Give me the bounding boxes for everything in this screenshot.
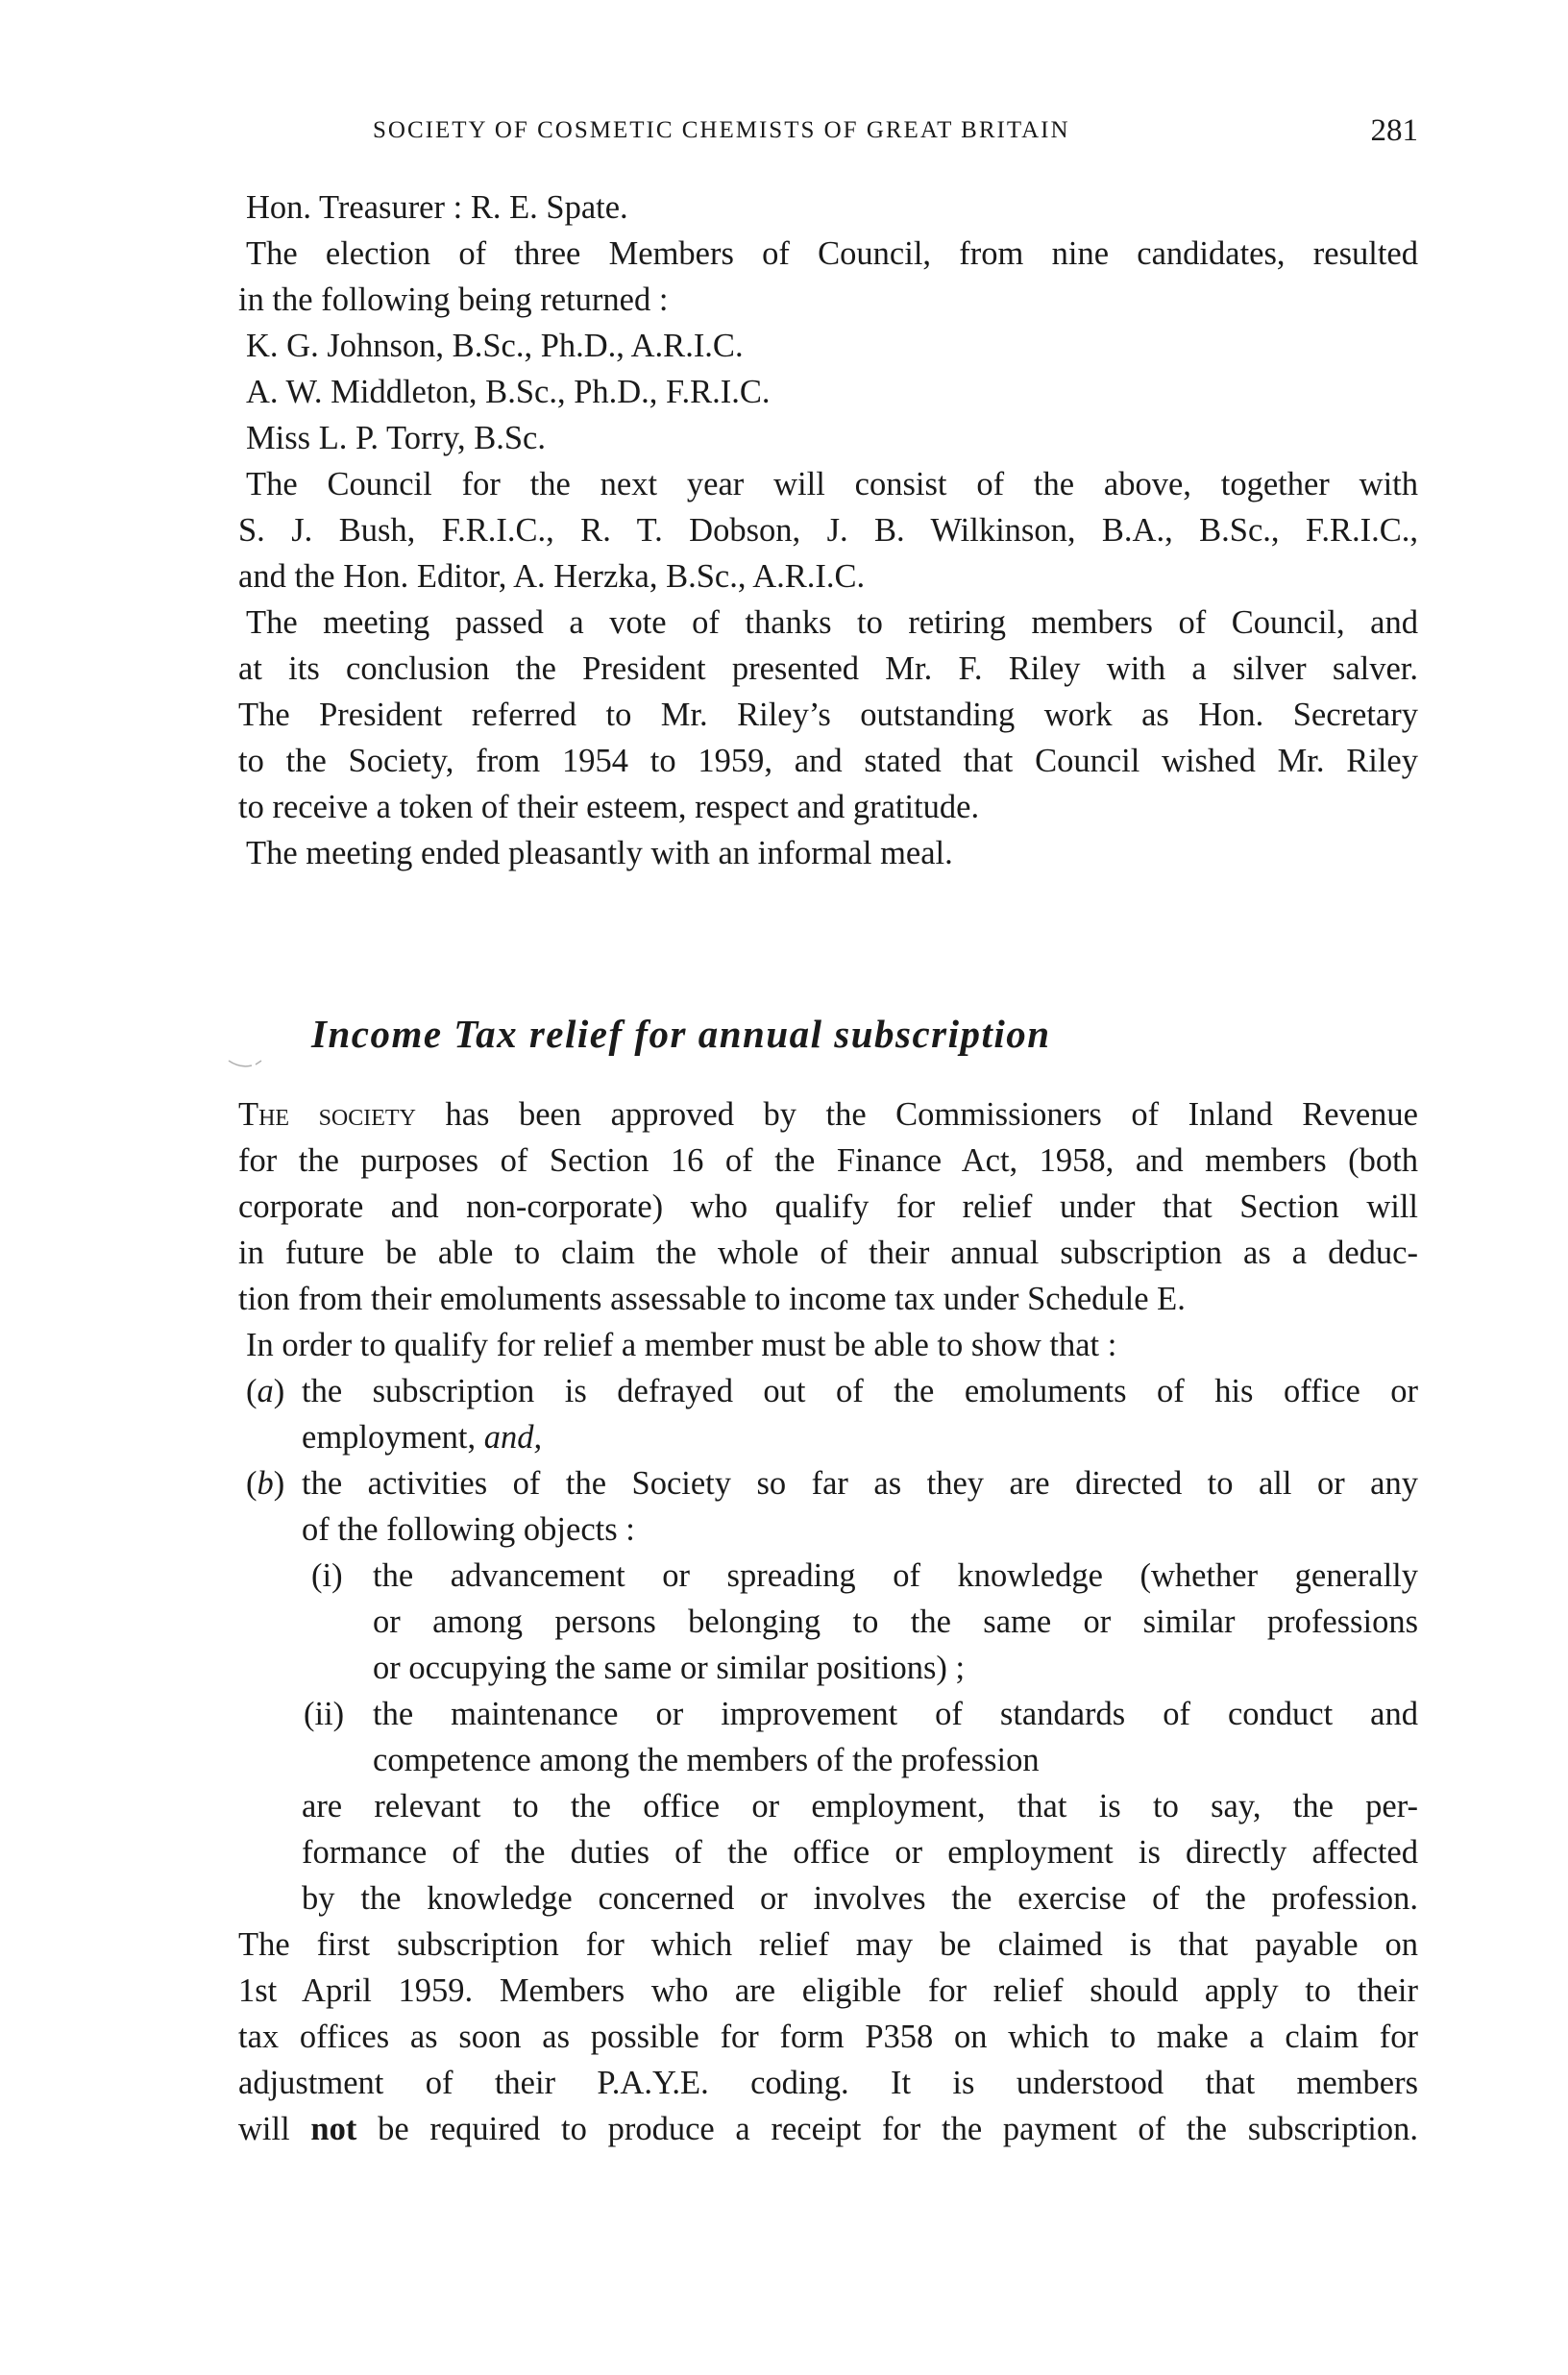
council-line: S. J. Bush, F.R.I.C., R. T. Dobson, J. B. Wilkinson, B.A., B.Sc., F.R.I.C., — [238, 512, 1418, 549]
condition-marker: (b) — [246, 1465, 285, 1502]
object-marker: (i) — [311, 1557, 343, 1594]
income-tax-section — [238, 1091, 1418, 2152]
condition-text: employment, and, — [302, 1419, 543, 1456]
closing-line: 1st April 1959. Members who are eligible for relief should apply to their — [238, 1972, 1418, 2009]
treasurer-line: Hon. Treasurer : R. E. Spate. — [246, 189, 628, 226]
relevance-text: formance of the duties of the office or employment is directly affected — [302, 1834, 1418, 1871]
meeting-line: The President referred to Mr. Riley’s outstanding work as Hon. Secretary — [238, 697, 1418, 733]
intro-line: for the purposes of Section 16 of the Finance Act, 1958, and members (both — [238, 1142, 1418, 1179]
condition-b — [238, 1460, 1418, 1506]
election-line: in the following being returned : — [238, 282, 669, 318]
relevance-text: by the knowledge concerned or involves the exercise of the profession. — [302, 1880, 1418, 1917]
meeting-line: at its conclusion the President presented Mr. F. Riley with a silver salver. — [238, 650, 1418, 687]
object-text: the advancement or spreading of knowledge (whether generally — [373, 1557, 1418, 1594]
condition-marker: (a) — [246, 1373, 285, 1409]
journal-title: SOCIETY OF COSMETIC CHEMISTS OF GREAT BRITAIN — [373, 117, 1070, 143]
relevance-text: are relevant to the office or employment, that is to say, the per- — [302, 1788, 1418, 1824]
intro-line: in future be able to claim the whole of their annual subscription as a deduc- — [238, 1235, 1418, 1271]
meeting-line: The meeting passed a vote of thanks to retiring members of Council, and — [246, 604, 1418, 641]
object-i — [238, 1553, 1418, 1599]
object-text: or among persons belonging to the same or similar professions — [373, 1604, 1418, 1640]
council-line: and the Hon. Editor, A. Herzka, B.Sc., A.R.I.C. — [238, 558, 866, 595]
intro-rest: has been approved by the Commissioners of Inland Revenue — [415, 1096, 1418, 1133]
relevance-line — [238, 1783, 1418, 1829]
intro-lead: The society — [238, 1096, 416, 1133]
election-line: The election of three Members of Council, from nine candidates, resulted — [246, 235, 1418, 272]
decorative-mark — [227, 1057, 265, 1070]
object-text: the maintenance or improvement of standards of conduct and — [373, 1696, 1418, 1732]
elected-member: Miss L. P. Torry, B.Sc. — [246, 420, 546, 456]
section-heading: Income Tax relief for annual subscription — [311, 1012, 1051, 1056]
condition-a — [238, 1368, 1418, 1414]
running-head — [238, 113, 1418, 152]
condition-a-continued — [238, 1414, 1418, 1460]
closing-line: The first subscription for which relief may be claimed is that payable on — [238, 1926, 1418, 1963]
condition-text: the subscription is defrayed out of the emoluments of his office or — [302, 1373, 1418, 1409]
qualify-line: In order to qualify for relief a member must be able to show that : — [246, 1327, 1117, 1363]
elected-member: A. W. Middleton, B.Sc., Ph.D., F.R.I.C. — [246, 374, 771, 410]
condition-text: the activities of the Society so far as they are directed to all or any — [302, 1465, 1418, 1502]
closing-line: will not be required to produce a receipt for the payment of the subscription. — [238, 2111, 1418, 2147]
meeting-end-line: The meeting ended pleasantly with an informal meal. — [246, 835, 953, 871]
council-line: The Council for the next year will consist of the above, together with — [246, 466, 1418, 502]
relevance-line — [238, 1875, 1418, 1922]
intro-line: corporate and non-corporate) who qualify for relief under that Section will — [238, 1188, 1418, 1225]
page-number: 281 — [1370, 113, 1418, 148]
elected-member: K. G. Johnson, B.Sc., Ph.D., A.R.I.C. — [246, 328, 744, 364]
emphasis-not: not — [310, 2111, 357, 2147]
object-text: or occupying the same or similar positions) ; — [373, 1650, 966, 1686]
condition-b-continued — [238, 1506, 1418, 1553]
meeting-line: to receive a token of their esteem, respect and gratitude. — [238, 789, 980, 825]
object-i-continued — [238, 1645, 1418, 1691]
object-marker: (ii) — [304, 1696, 345, 1732]
condition-text: of the following objects : — [302, 1511, 635, 1548]
intro-line — [238, 1091, 1418, 1138]
relevance-line — [238, 1829, 1418, 1875]
object-text: competence among the members of the profession — [373, 1742, 1040, 1778]
intro-line: tion from their emoluments assessable to income tax under Schedule E. — [238, 1281, 1186, 1317]
object-i-continued — [238, 1599, 1418, 1645]
object-ii — [238, 1691, 1418, 1737]
closing-line: tax offices as soon as possible for form P358 on which to make a claim for — [238, 2019, 1418, 2055]
emphasis-and: and, — [483, 1419, 543, 1456]
object-ii-continued — [238, 1737, 1418, 1783]
closing-line: adjustment of their P.A.Y.E. coding. It is understood that members — [238, 2065, 1418, 2101]
council-election-section — [238, 184, 1418, 876]
meeting-line: to the Society, from 1954 to 1959, and stated that Council wished Mr. Riley — [238, 743, 1418, 779]
